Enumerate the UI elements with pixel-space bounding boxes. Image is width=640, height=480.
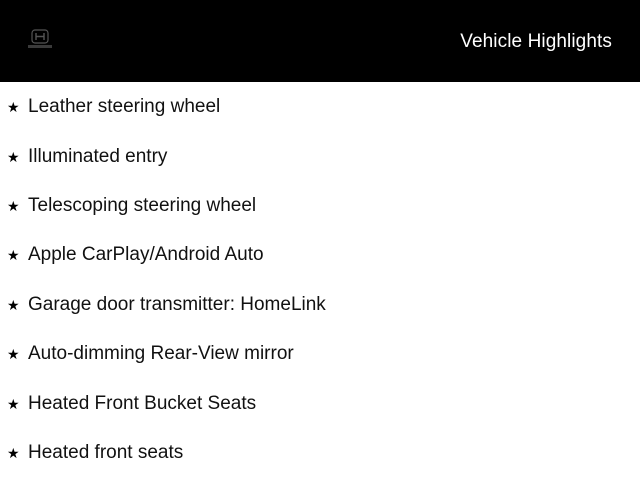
- feature-item: [0, 441, 640, 467]
- star-icon: ★: [7, 297, 20, 313]
- header-bar: [0, 0, 640, 82]
- star-icon: ★: [7, 396, 20, 412]
- star-icon: ★: [7, 149, 20, 165]
- feature-item: [0, 293, 640, 319]
- feature-label: Apple CarPlay/Android Auto: [28, 244, 264, 265]
- star-icon: ★: [7, 247, 20, 263]
- feature-label: Heated front seats: [28, 442, 184, 463]
- star-icon: ★: [7, 198, 20, 214]
- feature-label: Leather steering wheel: [28, 96, 221, 117]
- feature-label: Auto-dimming Rear-View mirror: [28, 343, 294, 364]
- feature-item: [0, 95, 640, 121]
- star-icon: ★: [7, 99, 20, 115]
- feature-label: Garage door transmitter: HomeLink: [28, 294, 326, 315]
- feature-item: [0, 194, 640, 220]
- feature-item: [0, 145, 640, 171]
- feature-label: Telescoping steering wheel: [28, 195, 257, 216]
- star-icon: ★: [7, 346, 20, 362]
- page-title: Vehicle Highlights: [460, 31, 612, 52]
- feature-label: Illuminated entry: [28, 146, 168, 167]
- feature-item: [0, 392, 640, 418]
- feature-item: [0, 342, 640, 368]
- feature-item: [0, 243, 640, 269]
- feature-label: Heated Front Bucket Seats: [28, 393, 257, 414]
- honda-logo-icon: [24, 28, 56, 52]
- star-icon: ★: [7, 445, 20, 461]
